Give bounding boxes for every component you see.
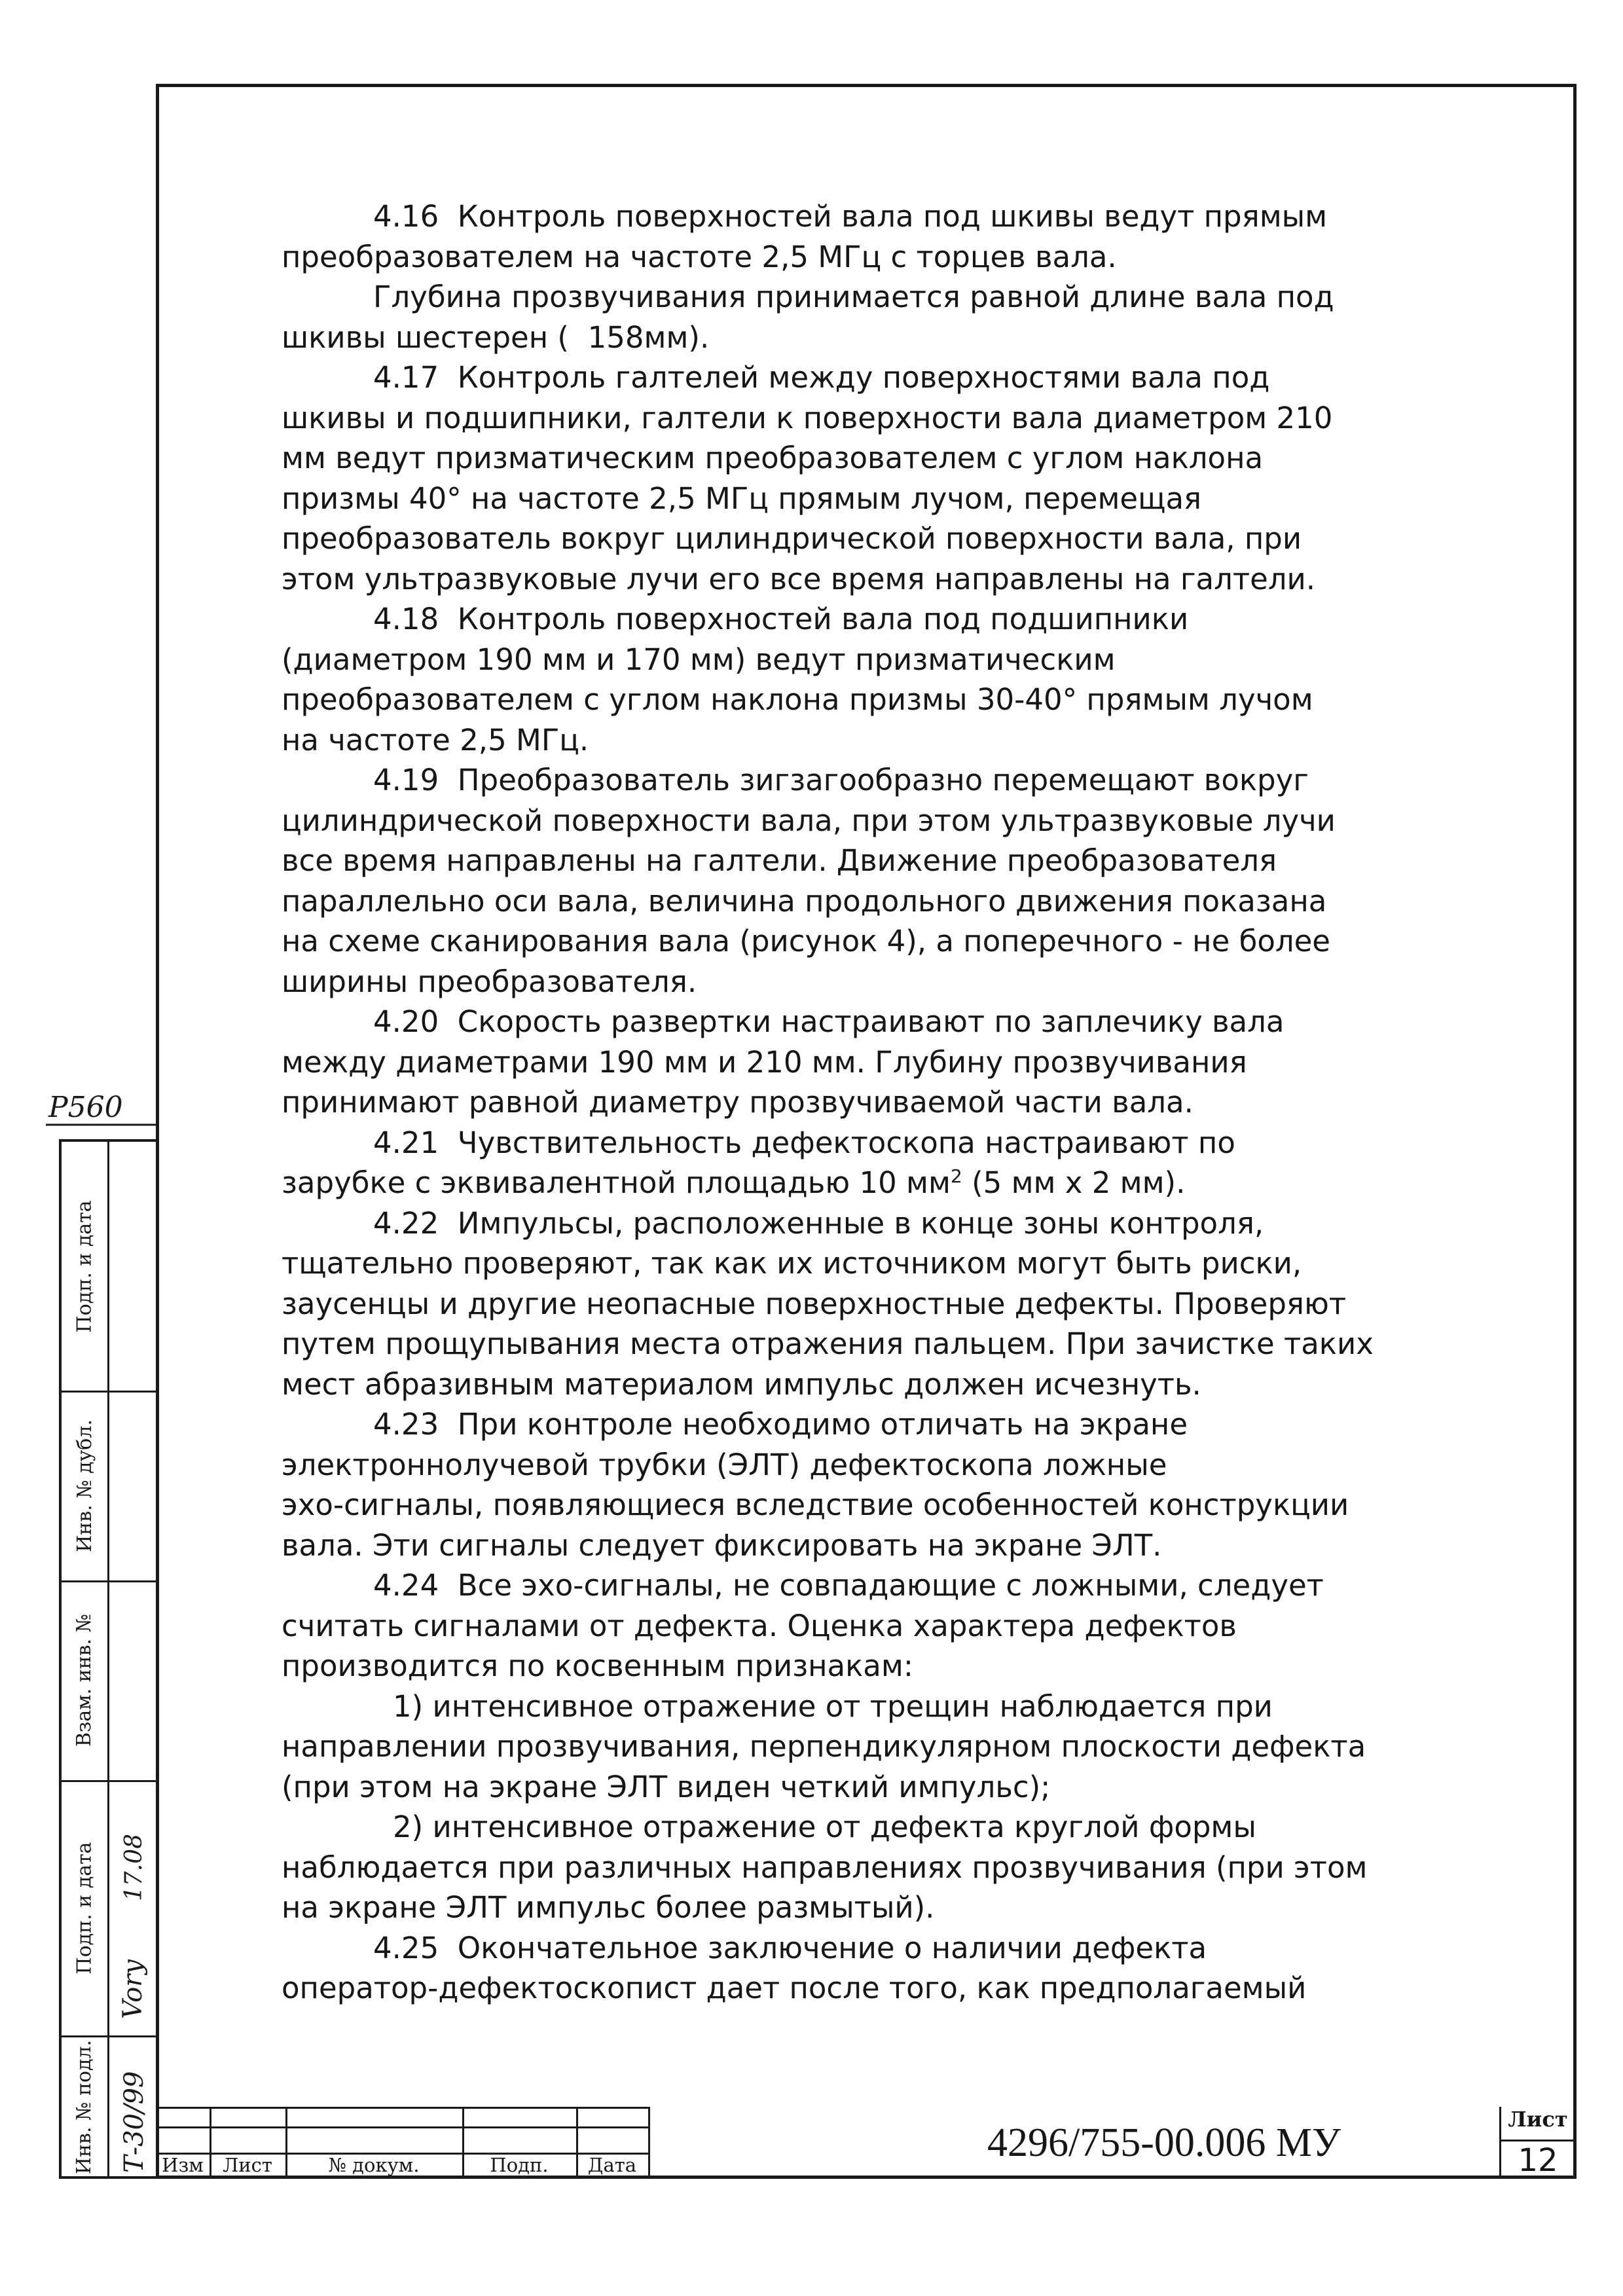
- text-line: (диаметром 190 мм и 170 мм) ведут призматическим: [282, 642, 1116, 677]
- text-line: 4.21 Чувствительность дефектоскопа настраивают по: [373, 1125, 1235, 1160]
- label-inv-dubl: Инв. № дубл.: [73, 1419, 96, 1552]
- text-line: эхо-сигналы, появляющиеся вследствие особенностей конструкции: [282, 1487, 1349, 1522]
- label-vzam-inv: Взам. инв. №: [73, 1613, 96, 1747]
- text-line: на схеме сканирования вала (рисунок 4), а поперечного - не более: [282, 924, 1330, 958]
- handwritten-inv-number: [110, 2042, 156, 2176]
- text-line: 4.17 Контроль галтелей между поверхностями вала под: [373, 360, 1270, 395]
- text-line: преобразователь вокруг цилиндрической поверхности вала, при: [282, 521, 1302, 556]
- text-line: Глубина прозвучивания принимается равной длине вала под: [373, 280, 1334, 314]
- text-line: 4.16 Контроль поверхностей вала под шкивы ведут прямым: [373, 199, 1328, 234]
- col-list: Лист: [223, 2154, 272, 2176]
- text-line: 4.18 Контроль поверхностей вала под подшипники: [373, 602, 1189, 636]
- text-line: электроннолучевой трубки (ЭЛТ) дефектоскопа ложные: [282, 1447, 1167, 1482]
- text-line: 2) интенсивное отражение от дефекта круглой формы: [393, 1810, 1256, 1844]
- text-line: 4.25 Окончательное заключение о наличии дефекта: [373, 1930, 1207, 1965]
- text-line: 4.22 Импульсы, расположенные в конце зоны контроля,: [373, 1205, 1264, 1241]
- text-line: между диаметрами 190 мм и 210 мм. Глубину прозвучивания: [282, 1044, 1247, 1080]
- sheet-number: 12: [1518, 2142, 1558, 2179]
- text-line: 4.23 При контроле необходимо отличать на экране: [373, 1407, 1188, 1442]
- text-line: ширины преобразователя.: [282, 964, 697, 999]
- text-line: шкивы и подшипники, галтели к поверхности вала диаметром 210: [282, 400, 1333, 435]
- col-izm: Изм: [162, 2154, 204, 2176]
- text-line: производится по косвенным признакам:: [282, 1649, 913, 1683]
- text-fragment: (5 мм х 2 мм).: [962, 1165, 1186, 1200]
- handwritten-signature: [110, 1803, 156, 2026]
- text-line: 1) интенсивное отражение от трещин наблюдается при: [393, 1688, 1273, 1724]
- text-line: шкивы шестерен ( 158мм).: [282, 319, 710, 355]
- svg-text:Vory: Vory: [118, 1959, 148, 2019]
- text-line: цилиндрической поверхности вала, при этом ультразвуковые лучи: [282, 803, 1336, 838]
- text-line: параллельно оси вала, величина продольного движения показана: [282, 883, 1327, 919]
- text-line: тщательно проверяют, так как их источником могут быть риски,: [282, 1246, 1302, 1281]
- handwritten-page-mark: [46, 1087, 164, 1126]
- text-line: направлении прозвучивания, перпендикулярном плоскости дефекта: [282, 1729, 1366, 1764]
- strip-divider: [107, 1142, 109, 2176]
- stamp-line: [648, 2107, 650, 2179]
- text-line: 4.24 Все эхо-сигналы, не совпадающие с ложными, следует: [373, 1568, 1324, 1603]
- binding-strip: [59, 1139, 156, 2179]
- superscript: 2: [950, 1165, 962, 1187]
- text-line: путем прощупывания места отражения пальцем. При зачистке таких: [282, 1326, 1374, 1361]
- label-podp-data-top: Подп. и дата: [73, 1199, 96, 1333]
- text-line: преобразователем с углом наклона призмы 30-40° прямым лучом: [282, 682, 1313, 717]
- text-line: на экране ЭЛТ импульс более размытый).: [282, 1890, 935, 1925]
- svg-text:Т-30/99: Т-30/99: [119, 2071, 149, 2173]
- label-podp-data-bottom: Подп. и дата: [73, 1841, 96, 1975]
- label-inv-podl: Инв. № подл.: [73, 2039, 96, 2175]
- text-line: наблюдается при различных направлениях прозвучивания (при этом: [282, 1850, 1368, 1885]
- text-line: мм ведут призматическим преобразователем с углом наклона: [282, 441, 1264, 475]
- text-line: 4.19 Преобразователь зигзагообразно перемещают вокруг: [373, 763, 1309, 797]
- text-line: оператор-дефектоскопист дает после того, как предполагаемый: [282, 1971, 1307, 2005]
- text-fragment: зарубке с эквивалентной площадью 10 мм: [282, 1165, 951, 1200]
- svg-text:17.08: 17.08: [120, 1833, 147, 1901]
- text-line: считать сигналами от дефекта. Оценка характера дефектов: [282, 1608, 1237, 1643]
- col-podp: Подп.: [490, 2154, 549, 2176]
- text-line: [282, 1163, 1453, 1203]
- sheet-label: Лист: [1508, 2107, 1568, 2132]
- text-line: все время направлены на галтели. Движение преобразователя: [282, 843, 1277, 878]
- text-line: этом ультразвуковые лучи его все время направлены на галтели.: [282, 561, 1316, 596]
- svg-text:Р560: Р560: [48, 1091, 123, 1124]
- text-line: преобразователем на частоте 2,5 МГц с торцев вала.: [282, 239, 1117, 274]
- text-line: мест абразивным материалом импульс должен исчезнуть.: [282, 1366, 1201, 1402]
- text-line: на частоте 2,5 МГц.: [282, 722, 589, 757]
- col-doc-number: № докум.: [328, 2154, 420, 2176]
- text-line: 4.20 Скорость развертки настраивают по заплечику вала: [373, 1004, 1285, 1039]
- document-code: 4296/755-00.006 МУ: [987, 2121, 1341, 2165]
- text-line: заусенцы и другие неопасные поверхностные дефекты. Проверяют: [282, 1286, 1347, 1321]
- text-line: призмы 40° на частоте 2,5 МГц прямым лучом, перемещая: [282, 481, 1202, 516]
- title-block: [156, 2107, 1577, 2179]
- text-line: принимают равной диаметру прозвучиваемой части вала.: [282, 1085, 1194, 1120]
- document-body: [282, 196, 1453, 2009]
- col-data: Дата: [587, 2154, 637, 2176]
- text-line: (при этом на экране ЭЛТ виден четкий импульс);: [282, 1769, 1051, 1804]
- text-line: вала. Эти сигналы следует фиксировать на экране ЭЛТ.: [282, 1527, 1162, 1563]
